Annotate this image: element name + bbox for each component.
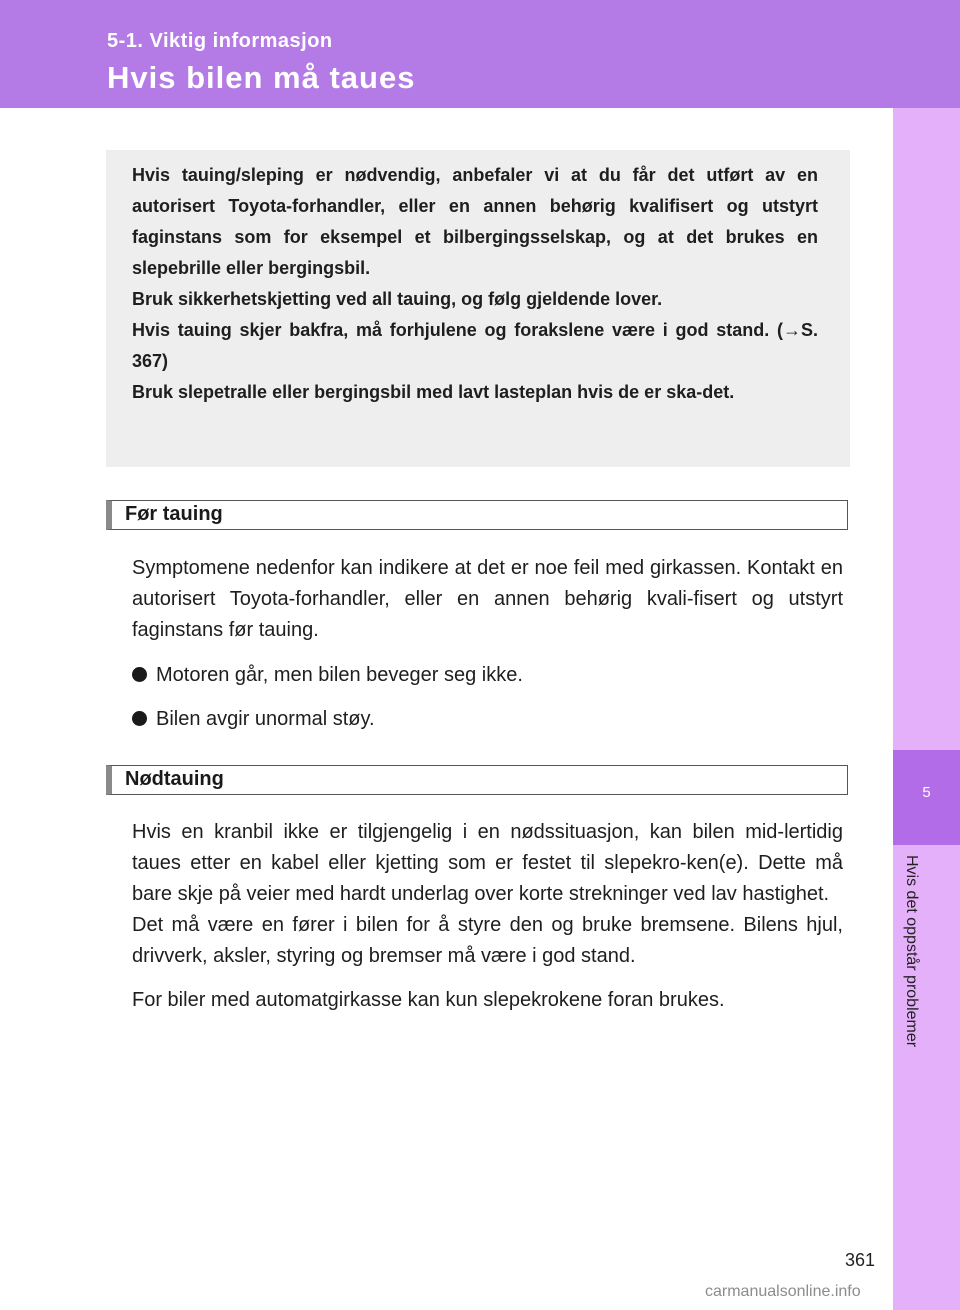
info-axle-text: Hvis tauing skjer bakfra, må forhjulene og forakslene være i god stand. ( — [132, 320, 783, 340]
before-towing-heading: Før tauing — [125, 503, 223, 525]
section-label: 5-1. Viktig informasjon — [107, 30, 333, 52]
info-paragraph: Bruk slepetralle eller bergingsbil med lavt lasteplan hvis de er ska-det. — [132, 382, 735, 402]
watermark: carmanualsonline.info — [705, 1283, 861, 1300]
info-paragraph-axles — [132, 315, 818, 377]
emergency-paragraph: Hvis en kranbil ikke er tilgjengelig i en nødssituasjon, kan bilen mid-lertidig taues etter en kabel eller kjetting som er festet til slepekro-ken(e). Dette må bare skje på veier med hardt underlag over korte strekninger ved lav hastighet. — [132, 821, 843, 905]
list-item — [132, 660, 523, 691]
side-tab-strip — [893, 108, 960, 1310]
bullet-icon — [132, 667, 147, 682]
info-box-text — [132, 160, 818, 408]
emergency-towing-body — [132, 817, 843, 1016]
before-towing-heading-box — [106, 500, 848, 530]
chapter-number: 5 — [922, 784, 931, 801]
before-towing-intro-text: Symptomene nedenfor kan indikere at det er noe feil med girkassen. Kontakt en autorisert Toyota-forhandler, eller en annen behørig kvali-fisert og utstyrt faginstans før tauing. — [132, 557, 843, 641]
emergency-towing-heading-box — [106, 765, 848, 795]
info-paragraph: Hvis tauing/sleping er nødvendig, anbefaler vi at du får det utført av en autorisert Toyota-forhandler, eller en annen behørig kvalifisert og utstyrt faginstans som for eksempel et bilbergingsselskap, og at det brukes en slepebrille eller bergingsbil. — [132, 165, 818, 278]
page-title: Hvis bilen må taues — [107, 60, 416, 95]
chapter-title: Hvis det oppstår problemer — [903, 855, 920, 1048]
info-axle-text-end: ) — [162, 351, 169, 371]
emergency-towing-heading: Nødtauing — [125, 768, 224, 790]
emergency-paragraph: For biler med automatgirkasse kan kun slepekrokene foran brukes. — [132, 989, 725, 1011]
page-reference-link[interactable]: S. 367 — [132, 320, 818, 371]
before-towing-intro — [132, 553, 843, 646]
list-item-text: Bilen avgir unormal støy. — [156, 708, 375, 730]
list-item — [132, 704, 375, 735]
info-paragraph: Bruk sikkerhetskjetting ved all tauing, og følg gjeldende lover. — [132, 289, 663, 309]
emergency-paragraph: Det må være en fører i bilen for å styre den og bruke bremsene. Bilens hjul, drivverk, aksler, styring og bremser må være i god stand. — [132, 914, 843, 967]
arrow-right-icon: → — [782, 320, 801, 340]
list-item-text: Motoren går, men bilen beveger seg ikke. — [156, 664, 523, 686]
page-number: 361 — [845, 1250, 876, 1270]
bullet-icon — [132, 711, 147, 726]
